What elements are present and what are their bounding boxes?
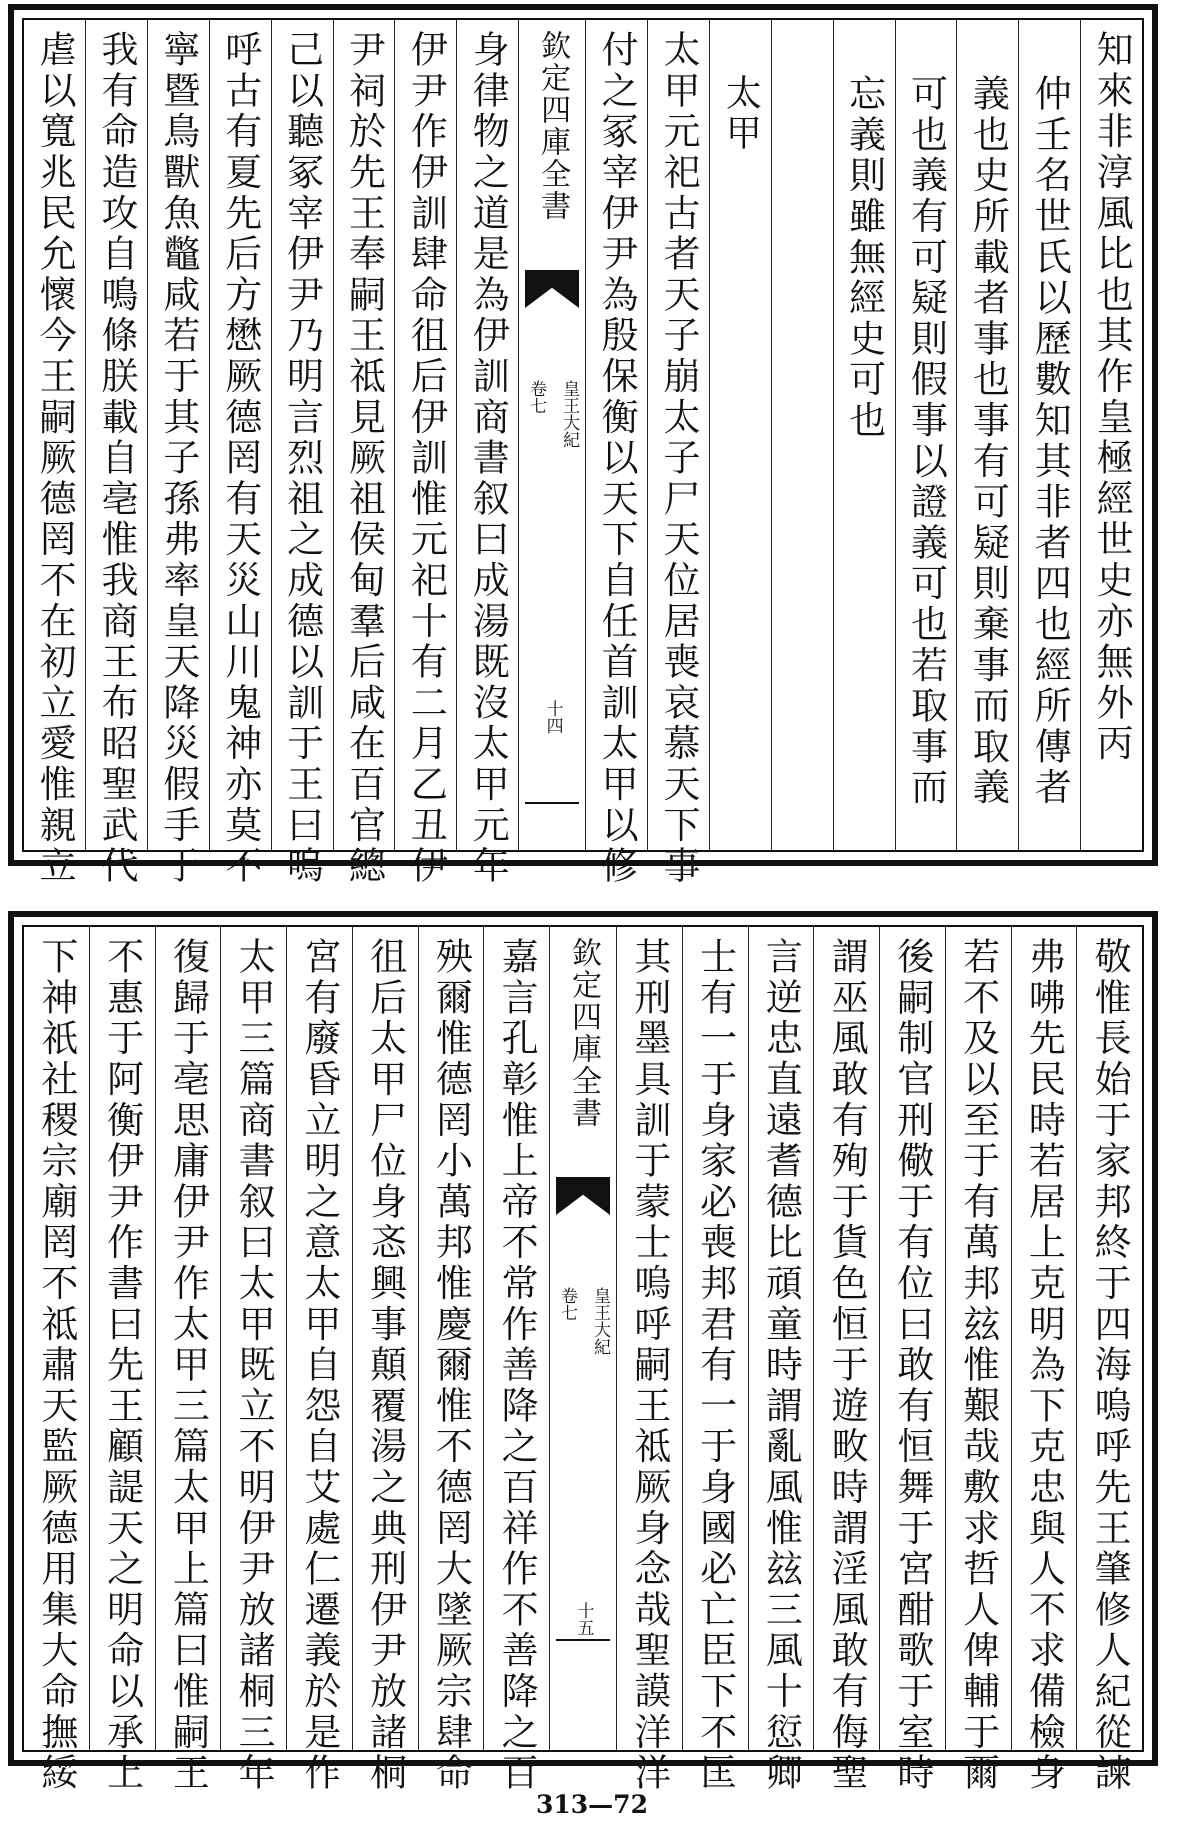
chapter-label: 卷七 <box>526 380 547 414</box>
book-margin-column <box>549 927 616 1750</box>
margin-rule <box>556 1639 610 1641</box>
column-text: 知來非淳風比也其作皇極經世史亦無外丙 <box>1090 30 1134 765</box>
column-text: 謂巫風敢有殉于貨色恒于遊畋時謂淫風敢有侮聖 <box>825 937 869 1794</box>
column-text: 虐以寬兆民允懷今王嗣厥德罔不在初立愛惟親立 <box>33 30 77 887</box>
column-text: 太甲元祀古者天子崩太子尸天位居喪哀慕天下事 <box>656 30 700 887</box>
book-margin-column <box>518 20 585 850</box>
column-text: 若不及以至于有萬邦玆惟艱哉敷求哲人俾輔于爾 <box>956 937 1000 1794</box>
chapter-label: 卷七 <box>557 1287 577 1321</box>
column-text: 宮有廢昏立明之意太甲自怨自艾處仁遷義於是作 <box>297 937 341 1794</box>
page-number: 313—72 <box>536 1790 648 1819</box>
column-text: 其刑墨具訓于蒙士嗚呼嗣王祗厥身念哉聖謨洋洋 <box>627 937 671 1794</box>
column-text: 後嗣制官刑儆于有位曰敢有恒舞于宮酣歌于室時 <box>890 937 934 1794</box>
column-text: 仲壬名世氏以歷數知其非者四也經所傳者 <box>1028 74 1072 809</box>
column-text: 徂后太甲尸位身忞興事顛覆湯之典刑伊尹放諸桐 <box>363 937 407 1794</box>
column-text: 可也義有可疑則假事以證義可也若取事而 <box>904 74 948 809</box>
text-column <box>879 927 945 1794</box>
volume-title: 皇王大紀 <box>590 1287 610 1355</box>
lower-page <box>8 911 1158 1794</box>
text-column <box>945 927 1011 1794</box>
text-column <box>682 927 748 1794</box>
text-column <box>24 927 89 1794</box>
column-text: 下神祇社稷宗廟罔不祗肅天監厥德用集大命撫綏 <box>34 937 78 1794</box>
book-title: 欽定四庫全書 <box>566 937 601 1129</box>
column-text: 我有命造攻自鳴條朕載自亳惟我商王布昭聖武代 <box>94 30 138 887</box>
text-column <box>271 20 333 887</box>
column-text: 言逆忠直遠耆德比頑童時謂亂風惟玆三風十愆卿 <box>759 937 803 1794</box>
section-heading: 太甲 <box>720 74 762 154</box>
text-column <box>209 20 271 887</box>
text-column <box>813 927 879 1794</box>
upper-page <box>8 4 1158 887</box>
text-column <box>1018 20 1080 850</box>
column-text: 嘉言孔彰惟上帝不常作善降之百祥作不善降之百 <box>495 937 539 1794</box>
lower-page-frame <box>22 925 1144 1794</box>
column-text: 寧暨鳥獸魚鼈咸若于其子孫弗率皇天降災假手于 <box>156 30 200 887</box>
column-text: 身律物之道是為伊訓商書叙曰成湯既沒太甲元年 <box>466 30 510 887</box>
text-column <box>220 927 286 1794</box>
column-text: 呼古有夏先后方懋厥德罔有天災山川鬼神亦莫不 <box>218 30 262 887</box>
column-text: 付之冢宰伊尹為殷保衡以天下自任首訓太甲以修 <box>595 30 639 887</box>
text-column <box>24 20 85 887</box>
margin-rule <box>525 802 579 804</box>
text-column <box>616 927 682 1794</box>
blank-column <box>771 20 833 850</box>
text-column <box>1076 927 1142 1794</box>
text-column <box>483 927 549 1794</box>
text-column <box>1080 20 1142 850</box>
text-column <box>89 927 155 1794</box>
fishtail-mark-icon <box>556 1177 610 1215</box>
section-heading-column <box>709 20 771 850</box>
text-column <box>647 20 709 887</box>
column-text: 敬惟長始于家邦終于四海嗚呼先王肇修人紀從諫 <box>1088 937 1132 1794</box>
leaf-number: 十五 <box>573 1602 594 1636</box>
text-column <box>585 20 647 887</box>
text-column <box>147 20 209 887</box>
column-text: 己以聽冢宰伊尹乃明言烈祖之成德以訓于王曰嗚 <box>280 30 324 887</box>
text-column <box>1011 927 1077 1794</box>
text-column <box>956 20 1018 850</box>
text-column <box>748 927 814 1794</box>
upper-page-frame <box>22 18 1144 887</box>
column-text: 義也史所載者事也事有可疑則棄事而取義 <box>966 74 1010 809</box>
leaf-number: 十四 <box>542 700 563 734</box>
column-text: 弗咈先民時若居上克明為下克忠與人不求備檢身 <box>1022 937 1066 1794</box>
text-column <box>352 927 418 1794</box>
text-column <box>418 927 484 1794</box>
column-text: 尹祠於先王奉嗣王祗見厥祖侯甸羣后咸在百官總 <box>342 30 386 887</box>
text-column <box>333 20 395 887</box>
column-text: 復歸于亳思庸伊尹作太甲三篇太甲上篇曰惟嗣王 <box>166 937 210 1794</box>
text-column <box>456 20 518 887</box>
text-column <box>895 20 957 850</box>
text-column <box>394 20 456 887</box>
text-column <box>286 927 352 1794</box>
column-text: 不惠于阿衡伊尹作書曰先王顧諟天之明命以承上 <box>100 937 144 1794</box>
volume-title: 皇王大紀 <box>559 380 580 448</box>
column-text: 伊尹作伊訓肆命徂后伊訓惟元祀十有二月乙丑伊 <box>404 30 448 887</box>
text-column <box>155 927 221 1794</box>
fishtail-mark-icon <box>525 270 579 308</box>
column-text: 士有一于身家必喪邦君有一于身國必亡臣下不匡 <box>693 937 737 1794</box>
text-column <box>85 20 147 887</box>
text-column <box>833 20 895 850</box>
column-text: 忘義則雖無經史可也 <box>842 74 886 442</box>
column-text: 殃爾惟德罔小萬邦惟慶爾惟不德罔大墜厥宗肆命 <box>429 937 473 1794</box>
book-title: 欽定四庫全書 <box>535 30 571 222</box>
column-text: 太甲三篇商書叙曰太甲既立不明伊尹放諸桐三年 <box>232 937 276 1794</box>
